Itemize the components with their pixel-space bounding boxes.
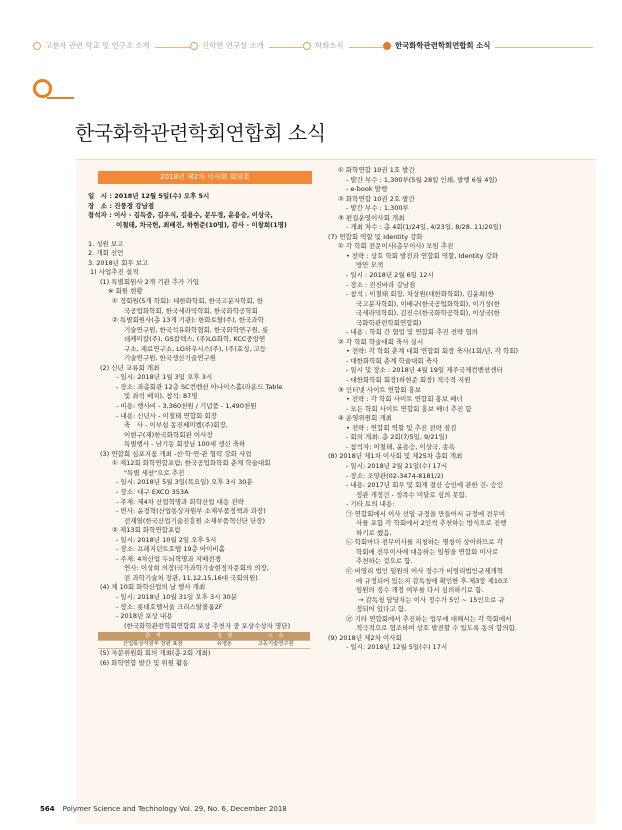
meeting-place	[88, 202, 322, 212]
nav-dot-icon	[303, 42, 311, 50]
page-title: 한국화학관련학회연합회 소식	[75, 121, 326, 145]
text-line: - 장소 : 진진바라 강남점	[346, 280, 416, 289]
text-line: 추천하는 것으로 함.	[356, 557, 413, 566]
text-line: - 일시: 2018년 12월 5일(수) 17시	[346, 643, 448, 652]
text-line: - 장소: 대구 EXCO 353A	[116, 487, 189, 496]
text-line: 3. 2018년 회무 보고	[88, 258, 149, 267]
text-line: ② 화학연합 10권 2호 발간	[338, 194, 415, 203]
text-line: 기술연구원, 한국석유화학협회, 한국화학연구원, 롯	[124, 325, 269, 334]
table-header-cell: 훈 격	[98, 632, 208, 640]
text-line: ④ 운영위원회 개최	[338, 414, 392, 423]
text-line: - 일시 : 2018년 2월 6일 12시	[346, 271, 434, 280]
nav-label: 한국화학관련학회연합회 소식	[395, 41, 491, 50]
ring-icon	[33, 79, 52, 98]
text-line: 연사: 이상희 의장(국가과학기술현정자문회의 의장,	[124, 564, 269, 573]
text-line: ① 각 학회 전문이사(총무이사) 모임 추진	[338, 242, 454, 251]
left-tail	[88, 649, 322, 668]
table-header-cell: 소 속	[241, 632, 310, 640]
text-line: (2) 신년 교류회 개최	[100, 363, 160, 372]
text-line: - 일시: 2018년 1월 3일 오후 3시	[116, 373, 213, 382]
text-line: 국고분자학회), 이배규(한국공업화학회), 이기성(한	[356, 299, 500, 308]
text-line: - 장소: 조양관(02-3474-8181/2)	[346, 471, 444, 480]
text-line: (4) 제 10회 화학산업의 날 행사 개최	[100, 583, 206, 592]
text-line: 적극적으로 협조하여 상호 발전할 수 있도록 동의 합의함.	[356, 624, 517, 633]
text-line: 국세라믹학회), 김진수(한국화학공학회), 이상국(한	[356, 309, 500, 318]
text-line: 기술연구원, 한국생산기술연구원	[124, 354, 217, 363]
text-line: ① 화학연합 10권 1호 발간	[338, 166, 415, 174]
text-line: - e-book 발행	[346, 185, 388, 194]
left-column	[88, 166, 322, 668]
nav-dot-icon	[190, 42, 198, 50]
text-line: - 대한화학회 춘계 학술대회 축사	[346, 356, 439, 365]
text-line: - 참석자: 이철태, 윤용승, 이상국, 송옥	[346, 442, 455, 451]
nav-label: 고분자 관련 학교 및 연구소 소개	[45, 41, 150, 50]
att-value: : 이사 - 김득중, 김우식, 김용수, 문두경, 윤용승, 이상국,	[109, 211, 273, 220]
text-line: 전 과학기술처 장관, 11,12,15,16대 국회의원)	[124, 573, 258, 582]
page-number: 564	[40, 805, 55, 813]
text-line: - 참석 : 이철태 회장, 차상원(대한화학회), 김윤희(한	[346, 290, 494, 299]
right-column	[328, 166, 590, 653]
meeting-date	[88, 192, 322, 202]
date-value: : 2018년 12월 5일(수) 오후 5시	[109, 192, 210, 200]
text-line: (3) 연합회 심포지움 개최 -산·학·연·관 협력 강화 사업	[100, 449, 252, 458]
text-line: (6) 화학연합 발간 및 위원 활동	[100, 658, 189, 667]
text-line: 국공업화학회, 한국세라믹학회, 한국화학공학회	[124, 306, 258, 315]
text-line: ③ 편집운영이사회 개최	[338, 213, 405, 222]
page-footer	[40, 805, 287, 813]
text-line: - 대한화학회 회장(하현준 회장) 적극적 지원	[346, 376, 471, 385]
text-line: - 2018년 포상 내용	[116, 612, 173, 621]
text-line: - 장소: 과총회관 12층 SC컨벤션 아나이스홀(라운드 Table	[116, 382, 283, 391]
nav-item-federation[interactable]	[383, 40, 495, 51]
text-line: 축 사 - 이부섭 동진쎄미켐(주)회장,	[124, 421, 228, 430]
text-line: - 일시: 2018년 5월 3일(목요일) 오후 3시 30분	[116, 478, 253, 487]
att-label: 참석자	[88, 211, 107, 220]
text-line: - 내용 : 학회 간 협업 및 연합회 추진 전략 협의	[346, 328, 478, 337]
text-line: • 전략 : 상호 학회 발전과 연합회 역할, Identity 강화	[346, 251, 499, 260]
text-line: ② 제13회 화학연합포럼	[112, 526, 181, 535]
text-line	[88, 230, 124, 238]
text-line: • 전략 : 각 학회 사이트 연합회 홍보 배너	[346, 395, 463, 404]
text-line: 방안 모색	[356, 261, 384, 270]
nav-dot-icon	[33, 42, 41, 50]
text-line: 사를 포함 각 학회에서 2인씩 추천하는 방식으로 진행	[356, 519, 507, 528]
text-line: 2. 개회 선언	[88, 249, 124, 258]
table-header-cell: 성 명	[208, 632, 242, 640]
text-line: - 모든 학회 사이트 연합회 홍보 배너 추진 함	[346, 404, 472, 413]
nav-label: 학회소식	[315, 41, 344, 50]
text-line: (5) 자문위원회 회의 개최(총 2회 개최)	[100, 649, 211, 658]
text-line: ㉠ 연합회에서 이사 선임 규정을 만들어서 규정에 전무이	[346, 509, 506, 518]
table-cell: 산업통상자원부 장관 표창	[98, 640, 208, 649]
text-line: - 기타 토의 내용:	[346, 500, 395, 509]
text-line: ③ 인터넷 사이트 연합회 홍보	[338, 385, 422, 394]
text-line: 이현구(재)한국화학회관 이사장	[124, 430, 213, 439]
text-line: ② 특별회원사(총 13개 기관): 한화토탈(주), 한국과학	[112, 316, 264, 325]
text-line: - 발간 부수 : 1,300부(5월 28일 인쇄, 발행 6월 4일)	[346, 175, 498, 184]
text-line: - 내용: 신년사 - 이철태 연합회 회장	[116, 411, 217, 420]
text-line: (9) 2018년 제2차 이사회	[328, 633, 402, 642]
text-line: 데케미칼(주), GS칼텍스, (주)LG화학, KCC중앙연	[124, 335, 266, 344]
text-line: 정되어 있다고 함.	[356, 605, 407, 614]
journal-info: Polymer Science and Technology Vol. 29, No. 6, December 2018	[62, 805, 287, 813]
place-label: 장 소	[88, 201, 108, 210]
title-accent-line	[47, 97, 74, 99]
text-line: • 전략 : 연합회 역할 및 추진 전략 점검	[346, 423, 457, 432]
text-line: 1) 사업추진 실적	[90, 268, 139, 277]
text-line: - 일시: 2018년 10월 31일 오후 3시 30분	[116, 592, 238, 601]
text-line: → 감독청 담당자는 이사 정수가 5인 ~ 15인으로 규	[358, 595, 505, 604]
text-line: "특별 세션"으로 추진	[124, 468, 185, 477]
minutes-banner: 2018년 제2차 이사회 회의록	[98, 171, 312, 184]
nav-label: 신학연 연구실 소개	[202, 41, 264, 50]
text-line: ① 제12회 화학연합포럼: 한국공업화학회 춘계 학술대회	[112, 459, 271, 468]
text-line: (한국화학관련학회연합회 포상 추천자 중 포상수상자 명단)	[124, 621, 291, 630]
text-line: ① 정회원(5개 학회): 대한화학회, 한국고분자학회, 한	[112, 297, 263, 306]
text-line: 국화학관련학회연합회)	[356, 318, 422, 327]
left-lines	[88, 230, 322, 631]
meeting-attendees	[88, 211, 322, 221]
text-line: ㉡ 학회마다 전무이사를 지칭하는 명칭이 상이하므로 각	[346, 538, 504, 547]
text-line: - 비용: 행사비 - 3,360천원 / 기념품 - 1,490천원	[116, 402, 257, 411]
text-line: ② 각 학회 학술대회 축사 실시	[338, 337, 424, 346]
text-line: • 전략: 각 학회 춘계 대회 연합회 회장 축사(1회/년, 각 학회)	[346, 347, 519, 356]
nav-dot-icon	[383, 42, 391, 50]
text-line: - 발간 부수 : 1,300부	[346, 204, 409, 213]
nav-item-labs[interactable]	[190, 40, 269, 51]
text-line: 구소, 재료연구소, LG하우시스(주), (주)효성, 고등	[124, 344, 267, 353]
text-line: - 회의 개최: 총 2회(7/5일, 9/21일)	[346, 433, 448, 442]
text-line: - 일시: 2018년 2월 21일(수) 17시	[346, 461, 448, 470]
text-line: 1. 성원 보고	[88, 239, 124, 248]
text-line: - 주제: 4차산업 두뇌혁명과 지배전쟁	[116, 554, 221, 563]
table-header-row	[98, 632, 310, 640]
text-line: (8) 2018년 제1차 이사회 및 제25차 총회 개최	[328, 452, 463, 461]
text-line: 전재열(한국산업기술진흥원 소재부품혁신단 단장)	[124, 516, 266, 525]
text-line: 정관 개정건 - 정족수 미달로 심의 못함.	[356, 490, 467, 499]
text-line: - 일시: 2018년 10월 2일 오후 5시	[116, 535, 217, 544]
table-cell: 유영돈	[208, 640, 242, 649]
text-line: 학회에 전무이사에 대응하는 임원을 연합회 이사로	[356, 547, 499, 556]
award-table	[98, 632, 310, 649]
text-line: ㉢ 비영리 법인 임원의 이사 정수가 비영리법인규제개혁	[346, 566, 504, 575]
date-label: 일 시	[88, 192, 108, 200]
text-line: - 내용: 2017년 회무 및 회계 결산 승인에 관한 건- 승인	[346, 481, 504, 490]
meeting-attendees-cont: 이철태, 차국헌, 최배진, 하현준(10명), 감사 - 이창희(1명)	[116, 220, 287, 229]
text-line: - 장소: 프레지던트호텔 19층 아이비홀	[116, 545, 225, 554]
place-value: : 진풍정 강남점	[109, 201, 155, 210]
text-line: ㉣ 기타 연합회에서 추진하는 업무에 대해서는 각 학회에서	[346, 614, 512, 623]
text-line: 임원의 정수 개정 여부를 다시 심의하기로 함.	[356, 586, 484, 595]
text-line: 에 규정되어 있는지 감독청에 확인한 후 제3장 제10조	[356, 576, 509, 585]
text-line: - 일시 및 장소 : 2018년 4월 19일 제주국제컨벤션센터	[346, 366, 503, 375]
nav-item-schools[interactable]	[33, 40, 155, 51]
text-line: 하기로 했음.	[356, 528, 392, 537]
text-line: 특별행사 - 남기동 회장님 100세 생신 축하	[124, 440, 246, 449]
text-line: (7) 연합회 역할 및 Identity 강화	[328, 232, 423, 241]
section-nav	[33, 40, 593, 58]
text-line: - 연사: 윤정혁(산업통상자원부 소재부품정책과 과장)	[116, 507, 266, 516]
table-row	[98, 640, 310, 649]
text-line: - 장소: 롯데호텔서울 크리스탈볼룸2F	[116, 602, 223, 611]
text-line: 및 좌석 배치), 참석: 87명	[124, 392, 198, 401]
text-line: (1) 특별회원사 2개 기관 추가 가입	[100, 277, 200, 286]
table-cell: 고등기술연구원	[241, 640, 310, 649]
text-line: - 개최 차수 : 총 4회(1/24일, 4/23일, 8/28. 11/20일)	[346, 223, 502, 232]
nav-item-news[interactable]	[303, 40, 349, 51]
text-line: ※ 회원 현황	[108, 287, 143, 296]
text-line: - 주제: 제4차 산업혁명과 화학산업 대응 전략	[116, 497, 244, 506]
article-body	[76, 159, 596, 824]
